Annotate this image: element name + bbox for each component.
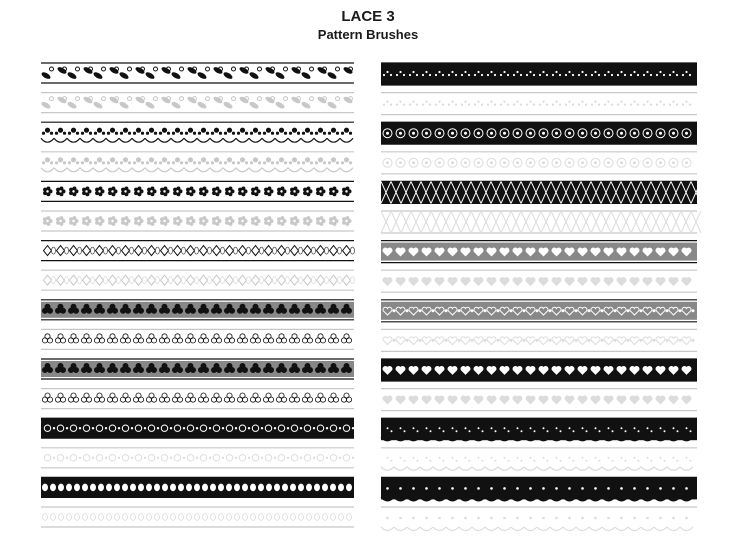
lace-strip-dotted-lace-light (381, 93, 697, 115)
lace-strip-vine-leaf-lace-dark (40, 63, 354, 83)
lace-strip-dotted-lace-dark (381, 63, 697, 85)
lace-strip-trefoil-band-gray (41, 300, 354, 320)
lace-strip-mesh-scallop-light (381, 448, 697, 471)
lace-strip-lattice-light (381, 211, 701, 233)
lace-strip-eyelet-scallop-dark (41, 122, 354, 142)
lace-strip-wave-lace-dark (381, 477, 697, 501)
lace-strip-heart-row-light (381, 389, 697, 411)
lace-strip-wave-lace-light (381, 507, 697, 531)
lace-strip-mesh-scallop-dark (381, 418, 697, 441)
lace-strip-crochet-edge-dark (41, 418, 354, 438)
page-title: LACE 3 (341, 8, 395, 25)
lace-strip-trefoil-band-gray-2 (41, 359, 354, 379)
lace-strip-eyelet-scallop-light (41, 152, 354, 172)
lace-strip-lattice-dark (381, 181, 701, 203)
lace-strip-vine-leaf-lace-light (40, 93, 354, 113)
lace-strip-medallion-lace-dark (381, 122, 697, 144)
lace-strip-heart-chain-light (381, 329, 697, 351)
lace-strip-medallion-lace-light (381, 152, 697, 174)
lace-strip-trefoil-band-light-2 (41, 389, 354, 409)
lace-strip-flower-trim-dark (41, 181, 354, 201)
page-subtitle: Pattern Brushes (317, 27, 419, 42)
lace-strip-crochet-edge-light (41, 448, 354, 468)
lace-strip-diamond-petal-dark (41, 241, 355, 261)
lace-strip-trefoil-band-light (41, 329, 354, 349)
lace-strip-heart-lace-light (381, 270, 697, 292)
lace-strip-beaded-band-light (41, 507, 354, 527)
lace-strip-heart-chain-gray (381, 300, 697, 322)
lace-strip-flower-trim-light (41, 211, 354, 231)
lace-strip-diamond-petal-light (41, 270, 355, 290)
lace-strip-heart-lace-gray (381, 241, 697, 263)
lace-strip-heart-row-dark (381, 359, 697, 381)
lace-strip-beaded-band-dark (41, 477, 354, 497)
